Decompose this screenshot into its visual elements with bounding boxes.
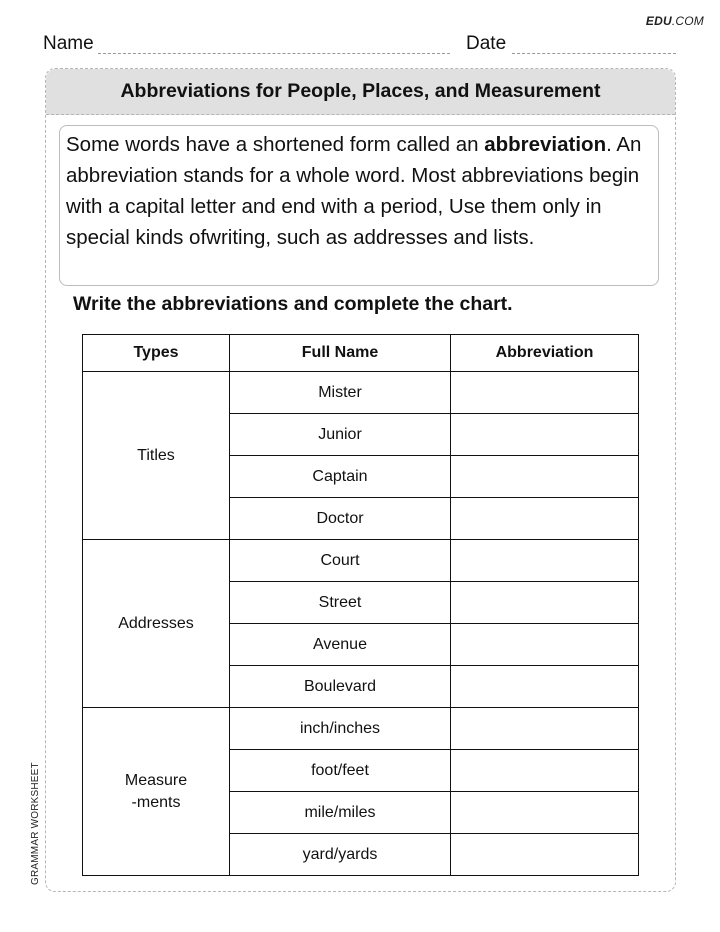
date-label: Date — [466, 33, 507, 54]
abbreviation-cell[interactable] — [451, 834, 639, 876]
abbreviation-cell[interactable] — [451, 750, 639, 792]
full-name-cell: inch/inches — [230, 708, 451, 750]
table-row — [83, 540, 639, 582]
table-row — [83, 372, 639, 414]
intro-box — [59, 125, 659, 286]
header-full-name: Full Name — [230, 335, 451, 372]
abbreviation-cell[interactable] — [451, 456, 639, 498]
full-name-cell: yard/yards — [230, 834, 451, 876]
abbreviation-chart — [82, 334, 639, 876]
type-measurements-line1: Measure — [124, 771, 188, 789]
name-label: Name — [43, 33, 94, 54]
instruction: Write the abbreviations and complete the chart. — [73, 293, 513, 315]
abbreviation-cell[interactable] — [451, 372, 639, 414]
full-name-cell: Doctor — [230, 498, 451, 540]
full-name-cell: Boulevard — [230, 666, 451, 708]
type-addresses: Addresses — [83, 540, 230, 708]
brand-logo — [646, 14, 704, 28]
date-line[interactable] — [512, 53, 676, 54]
header-abbreviation: Abbreviation — [451, 335, 639, 372]
full-name-cell: Mister — [230, 372, 451, 414]
type-titles: Titles — [83, 372, 230, 540]
abbreviation-cell[interactable] — [451, 498, 639, 540]
abbreviation-cell[interactable] — [451, 582, 639, 624]
header-types: Types — [83, 335, 230, 372]
worksheet-title: Abbreviations for People, Places, and Measurement — [46, 69, 675, 115]
side-label: GRAMMAR WORKSHEET — [30, 762, 41, 885]
full-name-cell: mile/miles — [230, 792, 451, 834]
brand-rest: .COM — [671, 14, 704, 28]
abbreviation-cell[interactable] — [451, 414, 639, 456]
abbreviation-cell[interactable] — [451, 792, 639, 834]
intro-text-1: Some words have a shortened form called an — [66, 133, 485, 156]
abbreviation-cell[interactable] — [451, 708, 639, 750]
full-name-cell: Street — [230, 582, 451, 624]
abbreviation-cell[interactable] — [451, 540, 639, 582]
full-name-cell: Captain — [230, 456, 451, 498]
abbreviation-cell[interactable] — [451, 624, 639, 666]
intro-bold: abbreviation — [484, 133, 607, 156]
abbreviation-cell[interactable] — [451, 666, 639, 708]
type-measurements — [83, 708, 230, 876]
full-name-cell: Junior — [230, 414, 451, 456]
full-name-cell: Avenue — [230, 624, 451, 666]
name-line[interactable] — [98, 53, 450, 54]
table-row — [83, 708, 639, 750]
full-name-cell: foot/feet — [230, 750, 451, 792]
header-row — [83, 335, 639, 372]
type-measurements-line2: -ments — [131, 793, 181, 811]
intro-text-2: . An abbreviation stands for a whole word. Most abbreviations begin with a capital letter and end with a period, Use them only in special kinds ofwriting, such as addresses and lists. — [66, 133, 642, 249]
brand-bold: EDU — [645, 14, 672, 28]
full-name-cell: Court — [230, 540, 451, 582]
